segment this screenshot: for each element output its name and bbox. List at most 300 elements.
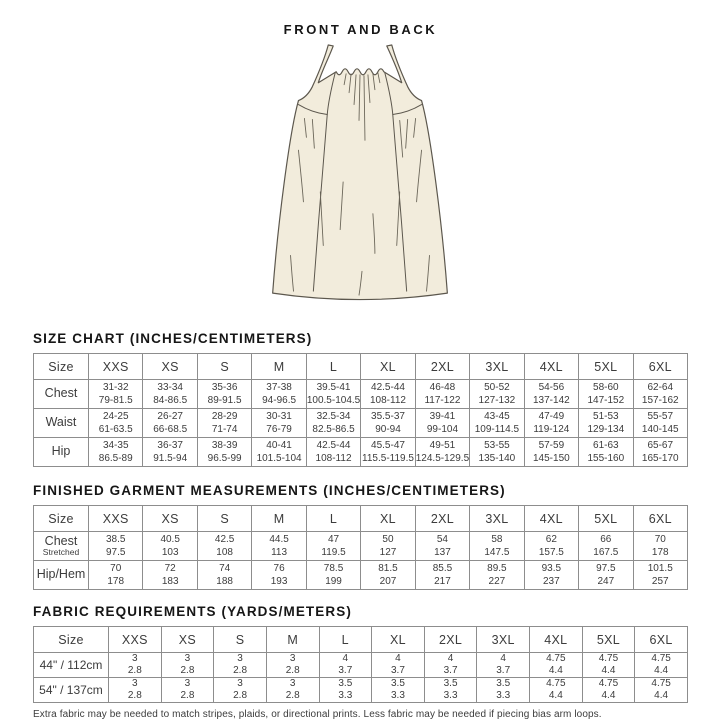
measurement-cell [143, 561, 197, 590]
value-metric: 113 [271, 547, 288, 558]
value-imperial: 66 [600, 534, 612, 545]
column-header-5xl: 5XL [582, 627, 635, 653]
row-label-text: Hip [51, 444, 71, 459]
value-metric: 101.5-104 [256, 453, 302, 464]
row-label-text: Chest [44, 533, 78, 548]
measurement-cell [415, 561, 469, 590]
column-header-6xl: 6XL [633, 506, 687, 532]
measurement-cell [424, 653, 477, 678]
value-imperial: 38-39 [211, 440, 238, 451]
value-imperial: 101.5 [647, 563, 673, 574]
value-imperial: 3 [289, 653, 296, 664]
value-metric: 119-124 [533, 424, 570, 435]
measurement-cell [197, 561, 251, 590]
value-metric: 145-150 [533, 453, 570, 464]
value-imperial: 3 [237, 653, 243, 664]
measurement-cell [524, 409, 578, 438]
column-header-6xl: 6XL [635, 627, 688, 653]
measurement-cell [415, 438, 469, 467]
value-imperial: 4.75 [546, 653, 566, 664]
value-imperial: 50 [382, 534, 394, 545]
measurement-cell [372, 678, 425, 703]
measurement-cell [361, 380, 415, 409]
value-metric: 86.5-89 [98, 453, 133, 464]
value-metric: 115.5-119.5 [362, 453, 414, 464]
measurement-cell [266, 678, 319, 703]
value-imperial: 72 [164, 563, 176, 574]
row-label [34, 532, 89, 561]
value-metric: 117-122 [424, 395, 461, 406]
value-imperial: 76 [273, 563, 285, 574]
value-metric: 178 [107, 576, 125, 587]
measurement-cell [415, 532, 469, 561]
value-imperial: 35-36 [211, 382, 238, 393]
table-row [34, 678, 688, 703]
value-metric: 4.4 [601, 690, 616, 701]
row-label [34, 380, 89, 409]
value-imperial: 40-41 [266, 440, 292, 451]
measurement-cell [306, 380, 360, 409]
value-metric: 108-112 [315, 453, 352, 464]
measurement-cell [524, 438, 578, 467]
measurement-cell [266, 653, 319, 678]
row-label-text: 44" / 112cm [39, 657, 103, 672]
value-metric: 3.3 [338, 690, 353, 701]
value-imperial: 70 [110, 563, 122, 574]
value-metric: 188 [216, 576, 233, 587]
row-label [34, 678, 109, 703]
row-label-text: 54" / 137cm [39, 682, 103, 697]
value-metric: 82.5-86.5 [312, 424, 355, 435]
measurement-cell [89, 438, 143, 467]
value-imperial: 3 [184, 653, 191, 664]
measurement-cell [633, 561, 687, 590]
measurement-cell [470, 409, 524, 438]
column-header-4xl: 4XL [524, 506, 578, 532]
value-metric: 147-152 [587, 395, 625, 406]
measurement-cell [470, 380, 524, 409]
column-header-xxs: XXS [89, 506, 143, 532]
value-metric: 3.3 [443, 690, 458, 701]
value-imperial: 85.5 [432, 563, 453, 574]
value-metric: 124.5-129.5 [415, 453, 470, 464]
value-metric: 4.4 [654, 690, 669, 701]
value-metric: 257 [651, 576, 669, 587]
column-header-6xl: 6XL [633, 354, 687, 380]
measurement-cell [143, 380, 197, 409]
value-metric: 96.5-99 [207, 453, 242, 464]
measurement-cell [579, 561, 633, 590]
header-row [34, 506, 688, 532]
header-row [34, 354, 688, 380]
measurement-cell [579, 409, 633, 438]
measurement-cell [252, 409, 306, 438]
value-metric: 127 [379, 547, 397, 558]
value-imperial: 54-56 [538, 382, 565, 393]
measurement-cell [306, 438, 360, 467]
measurement-cell [197, 438, 251, 467]
value-imperial: 43-45 [484, 411, 510, 422]
size-chart-heading: SIZE CHART (INCHES/CENTIMETERS) [33, 331, 313, 346]
measurement-cell [197, 532, 251, 561]
row-label [34, 438, 89, 467]
value-metric: 135-140 [478, 453, 516, 464]
row-label-text: Hip/Hem [36, 567, 86, 582]
value-imperial: 93.5 [541, 563, 562, 574]
fabric-requirements-heading: FABRIC REQUIREMENTS (YARDS/METERS) [33, 604, 352, 619]
value-metric: 94-96.5 [262, 395, 297, 406]
value-imperial: 3 [132, 653, 138, 664]
value-imperial: 65-67 [647, 440, 674, 451]
value-imperial: 42.5-44 [371, 382, 405, 393]
column-header-4xl: 4XL [530, 627, 583, 653]
value-metric: 84-86.5 [153, 395, 188, 406]
measurement-cell [161, 653, 214, 678]
table-row [34, 438, 688, 467]
value-imperial: 3 [237, 678, 243, 689]
column-header-xl: XL [372, 627, 425, 653]
measurement-cell [633, 409, 687, 438]
column-header-m: M [266, 627, 319, 653]
value-imperial: 4.75 [598, 653, 619, 664]
column-header-3xl: 3XL [470, 506, 524, 532]
value-metric: 247 [597, 576, 615, 587]
value-metric: 193 [270, 576, 288, 587]
value-imperial: 31-32 [102, 382, 129, 393]
value-metric: 157.5 [538, 547, 564, 558]
value-metric: 183 [161, 576, 179, 587]
value-metric: 2.8 [285, 690, 300, 701]
measurement-cell [361, 532, 415, 561]
value-metric: 165-170 [641, 453, 679, 464]
measurement-cell [470, 532, 524, 561]
column-header-xs: XS [143, 354, 197, 380]
value-imperial: 62 [545, 534, 557, 545]
value-imperial: 3.5 [338, 678, 353, 689]
measurement-cell [89, 532, 143, 561]
value-metric: 119.5 [321, 547, 346, 558]
row-label-text: Chest [44, 386, 78, 401]
table-row [34, 380, 688, 409]
value-imperial: 62-64 [647, 382, 674, 393]
measurement-cell [579, 380, 633, 409]
measurement-cell [415, 409, 469, 438]
value-metric: 2.8 [180, 665, 195, 676]
value-imperial: 3 [289, 678, 296, 689]
value-imperial: 46-48 [429, 382, 456, 393]
column-header-l: L [306, 506, 360, 532]
measurement-cell [319, 653, 372, 678]
column-header-5xl: 5XL [579, 354, 633, 380]
measurement-cell [89, 409, 143, 438]
measurement-cell [252, 532, 306, 561]
value-metric: 3.7 [338, 665, 353, 676]
value-imperial: 4.75 [651, 653, 671, 664]
fabric-footnote: Extra fabric may be needed to match stripes, plaids, or directional prints. Less fabric may be needed if piecing bias arm loops. [33, 709, 602, 720]
measurement-cell [214, 653, 267, 678]
value-imperial: 4 [447, 653, 454, 664]
value-imperial: 26-27 [157, 411, 183, 422]
measurement-cell [161, 678, 214, 703]
value-imperial: 78.5 [323, 563, 344, 574]
row-label [34, 561, 89, 590]
value-metric: 4.4 [654, 665, 669, 676]
value-imperial: 47 [327, 534, 340, 545]
value-imperial: 58-60 [593, 382, 619, 393]
value-imperial: 38.5 [105, 534, 126, 545]
measurement-cell [143, 532, 197, 561]
value-imperial: 89.5 [487, 563, 507, 574]
column-header-m: M [252, 354, 306, 380]
value-imperial: 36-37 [157, 440, 183, 451]
value-metric: 3.7 [443, 665, 458, 676]
value-imperial: 34-35 [102, 440, 129, 451]
measurement-cell [214, 678, 267, 703]
value-metric: 237 [543, 576, 560, 587]
value-imperial: 53-55 [484, 440, 510, 451]
measurement-cell [524, 532, 578, 561]
value-metric: 3.3 [496, 690, 511, 701]
value-imperial: 3 [132, 678, 138, 689]
column-header-4xl: 4XL [524, 354, 578, 380]
measurement-cell [372, 653, 425, 678]
value-metric: 109-114.5 [474, 424, 520, 435]
table-row [34, 532, 688, 561]
value-metric: 127-132 [478, 395, 516, 406]
header-row [34, 627, 688, 653]
size-chart-table [33, 353, 688, 467]
value-imperial: 4 [395, 653, 401, 664]
value-metric: 140-145 [641, 424, 679, 435]
column-header-xl: XL [361, 354, 415, 380]
value-imperial: 97.5 [596, 563, 616, 574]
value-metric: 71-74 [211, 424, 238, 435]
column-header-5xl: 5XL [579, 506, 633, 532]
table-row [34, 653, 688, 678]
value-metric: 3.7 [390, 665, 405, 676]
column-header-xs: XS [143, 506, 197, 532]
column-header-l: L [306, 354, 360, 380]
measurement-cell [361, 409, 415, 438]
value-imperial: 35.5-37 [371, 411, 405, 422]
column-header-l: L [319, 627, 372, 653]
value-imperial: 3.5 [496, 678, 511, 689]
value-imperial: 57-59 [538, 440, 565, 451]
value-metric: 217 [434, 576, 451, 587]
measurement-cell [143, 438, 197, 467]
measurement-cell [109, 678, 162, 703]
measurement-cell [319, 678, 372, 703]
measurement-cell [109, 653, 162, 678]
value-imperial: 3 [184, 678, 191, 689]
value-imperial: 55-57 [647, 411, 674, 422]
value-imperial: 37-38 [266, 382, 292, 393]
column-header-s: S [197, 354, 251, 380]
measurement-cell [524, 380, 578, 409]
column-header-s: S [214, 627, 267, 653]
measurement-cell [361, 438, 415, 467]
measurement-cell [415, 380, 469, 409]
value-imperial: 39.5-41 [316, 382, 351, 393]
value-metric: 155-160 [587, 453, 625, 464]
value-imperial: 30-31 [266, 411, 292, 422]
measurement-cell [470, 438, 524, 467]
value-metric: 199 [325, 576, 342, 587]
measurement-cell [579, 438, 633, 467]
measurement-cell [477, 653, 530, 678]
column-header-xs: XS [161, 627, 214, 653]
column-header-2xl: 2XL [415, 354, 469, 380]
value-imperial: 3.5 [443, 678, 458, 689]
value-metric: 2.8 [127, 690, 142, 701]
measurement-cell [582, 678, 635, 703]
value-metric: 178 [651, 547, 669, 558]
measurement-cell [252, 380, 306, 409]
value-imperial: 81.5 [378, 563, 398, 574]
column-header-xxs: XXS [89, 354, 143, 380]
value-metric: 4.4 [548, 665, 563, 676]
value-metric: 4.4 [548, 690, 563, 701]
value-imperial: 47-49 [538, 411, 565, 422]
value-metric: 2.8 [233, 690, 248, 701]
measurement-cell [524, 561, 578, 590]
measurement-cell [89, 561, 143, 590]
column-header-3xl: 3XL [470, 354, 524, 380]
row-label-text: Waist [45, 415, 77, 430]
value-imperial: 49-51 [429, 440, 456, 451]
value-imperial: 40.5 [160, 534, 180, 545]
column-header-m: M [252, 506, 306, 532]
dress-illustration [246, 43, 476, 311]
measurement-cell [252, 561, 306, 590]
value-imperial: 4 [342, 653, 349, 664]
measurement-cell [197, 409, 251, 438]
value-imperial: 61-63 [593, 440, 619, 451]
value-imperial: 4.75 [546, 678, 566, 689]
value-metric: 103 [161, 547, 179, 558]
column-header-s: S [197, 506, 251, 532]
value-imperial: 58 [491, 534, 503, 545]
measurement-cell [470, 561, 524, 590]
value-metric: 3.3 [390, 690, 405, 701]
value-metric: 3.7 [496, 665, 511, 676]
value-metric: 157-162 [641, 395, 679, 406]
value-imperial: 74 [219, 563, 231, 574]
measurement-cell [361, 561, 415, 590]
value-imperial: 28-29 [211, 411, 238, 422]
column-header-xl: XL [361, 506, 415, 532]
value-metric: 2.8 [233, 665, 248, 676]
value-metric: 66-68.5 [153, 424, 188, 435]
measurement-cell [530, 678, 583, 703]
value-imperial: 50-52 [484, 382, 510, 393]
column-header-2xl: 2XL [415, 506, 469, 532]
value-imperial: 54 [436, 534, 448, 545]
row-sublabel-text: Stretched [42, 546, 80, 557]
measurement-cell [424, 678, 477, 703]
row-label [34, 409, 89, 438]
row-label [34, 653, 109, 678]
measurement-cell [635, 678, 688, 703]
value-metric: 91.5-94 [153, 453, 188, 464]
measurement-cell [89, 380, 143, 409]
size-corner-header: Size [34, 506, 89, 532]
value-imperial: 45.5-47 [371, 440, 405, 451]
measurement-cell [582, 653, 635, 678]
column-header-2xl: 2XL [424, 627, 477, 653]
value-metric: 79-81.5 [98, 395, 133, 406]
table-row [34, 409, 688, 438]
value-metric: 2.8 [127, 665, 142, 676]
value-metric: 100.5-104.5 [306, 395, 361, 406]
value-imperial: 24-25 [102, 411, 129, 422]
value-imperial: 44.5 [269, 534, 289, 545]
size-corner-header: Size [34, 627, 109, 653]
column-header-3xl: 3XL [477, 627, 530, 653]
measurement-cell [306, 532, 360, 561]
column-header-xxs: XXS [109, 627, 162, 653]
measurement-cell [143, 409, 197, 438]
value-metric: 137 [434, 547, 451, 558]
measurement-cell [633, 438, 687, 467]
value-metric: 90-94 [375, 424, 401, 435]
measurement-cell [197, 380, 251, 409]
size-corner-header: Size [34, 354, 89, 380]
value-metric: 167.5 [593, 547, 619, 558]
measurement-cell [477, 678, 530, 703]
value-metric: 76-79 [266, 424, 292, 435]
value-metric: 4.4 [601, 665, 616, 676]
measurement-cell [633, 380, 687, 409]
measurement-cell [252, 438, 306, 467]
value-imperial: 42.5-44 [316, 440, 351, 451]
value-imperial: 42.5 [214, 534, 235, 545]
value-imperial: 39-41 [429, 411, 456, 422]
page-title: FRONT AND BACK [283, 22, 438, 37]
value-metric: 147.5 [484, 547, 510, 558]
measurement-cell [306, 561, 360, 590]
value-imperial: 51-53 [593, 411, 619, 422]
value-metric: 227 [488, 576, 506, 587]
value-metric: 137-142 [533, 395, 570, 406]
measurement-cell [579, 532, 633, 561]
fabric-requirements-table [33, 626, 688, 703]
value-metric: 97.5 [105, 547, 126, 558]
value-metric: 89-91.5 [207, 395, 242, 406]
value-imperial: 32.5-34 [316, 411, 351, 422]
finished-garment-table [33, 505, 688, 590]
value-imperial: 70 [654, 534, 666, 545]
measurement-cell [530, 653, 583, 678]
value-imperial: 4.75 [651, 678, 671, 689]
value-imperial: 4 [500, 653, 506, 664]
value-metric: 129-134 [587, 424, 625, 435]
measurement-cell [306, 409, 360, 438]
value-metric: 108 [216, 547, 233, 558]
value-imperial: 33-34 [157, 382, 183, 393]
value-imperial: 3.5 [390, 678, 405, 689]
measurement-cell [635, 653, 688, 678]
finished-garment-heading: FINISHED GARMENT MEASUREMENTS (INCHES/CENTIMETERS) [33, 483, 506, 498]
value-metric: 99-104 [426, 424, 459, 435]
value-metric: 108-112 [370, 395, 406, 406]
value-metric: 2.8 [285, 665, 300, 676]
measurement-cell [633, 532, 687, 561]
value-metric: 61-63.5 [98, 424, 133, 435]
value-imperial: 4.75 [598, 678, 619, 689]
value-metric: 2.8 [180, 690, 195, 701]
table-row [34, 561, 688, 590]
